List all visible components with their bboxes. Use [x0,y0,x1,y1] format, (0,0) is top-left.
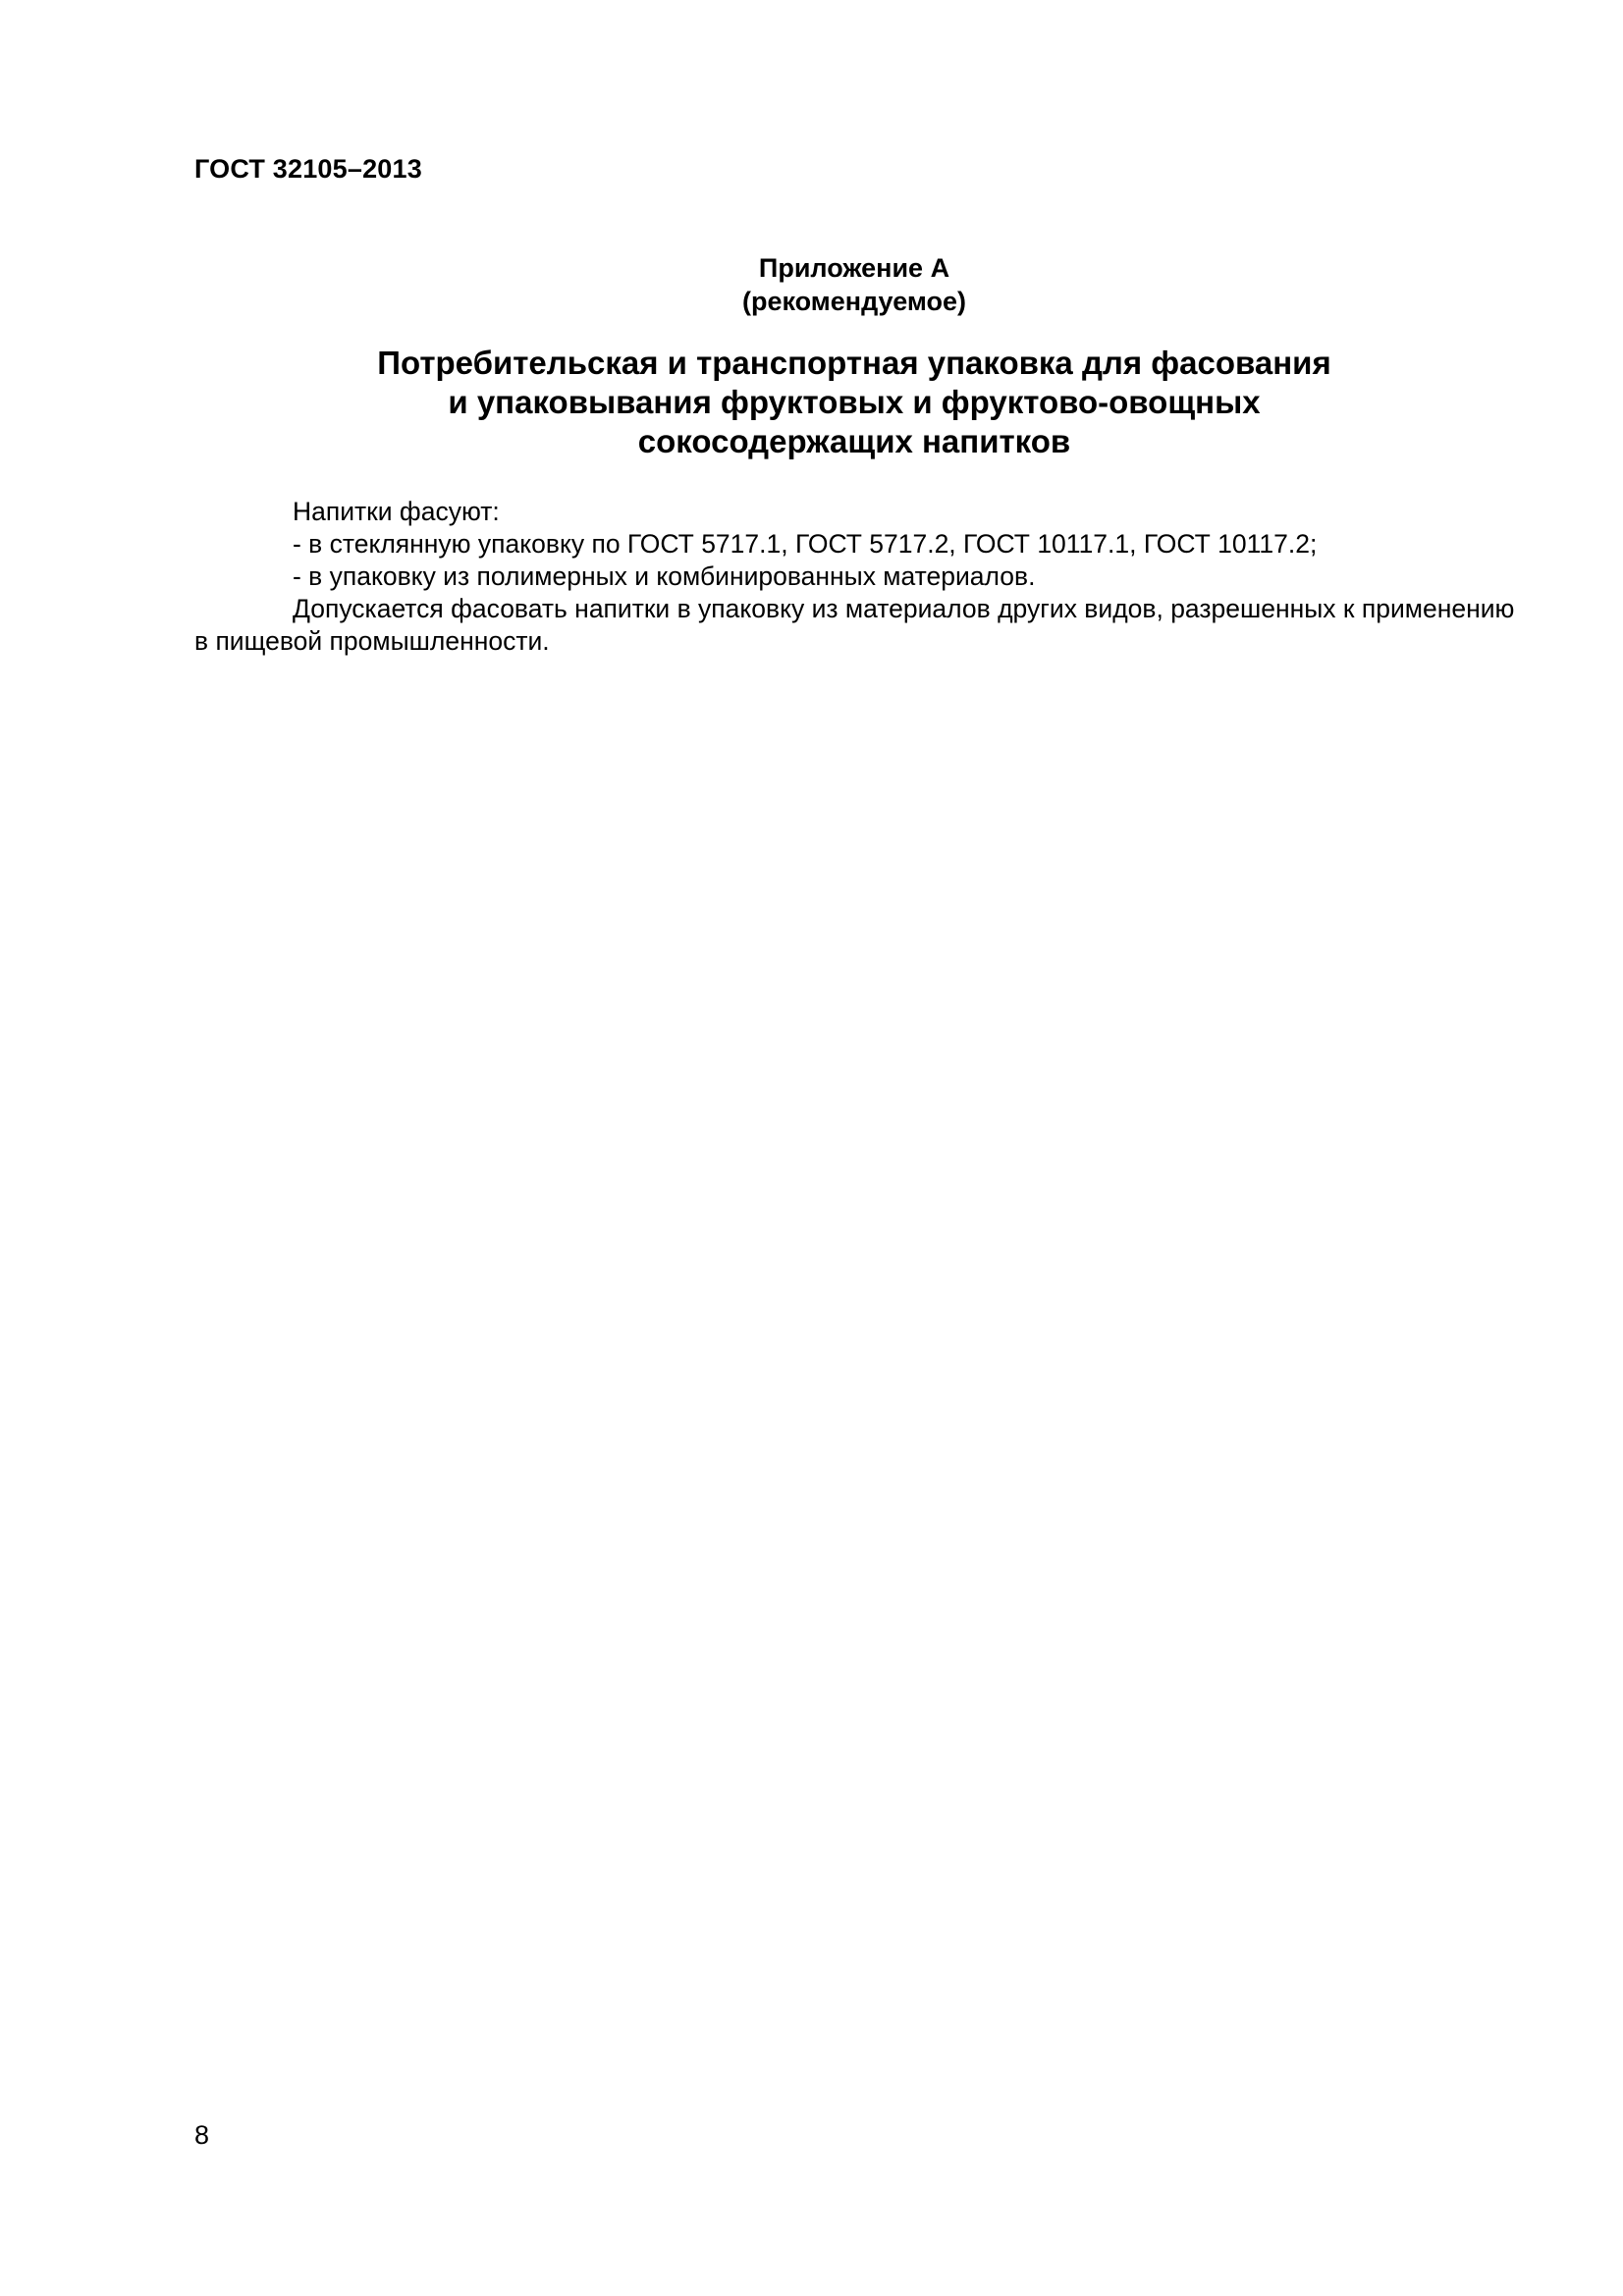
title-line-3: сокосодержащих напитков [637,423,1071,459]
section-title [0,344,1623,461]
annex-status: (рекомендуемое) [742,287,966,316]
list-item-polymer: - в упаковку из полимерных и комбинированных материалов. [293,561,1036,591]
standard-code: ГОСТ 32105–2013 [194,154,422,184]
annex-heading [0,251,1623,318]
annex-label: Приложение А [758,253,950,283]
paragraph-allowance: Допускается фасовать напитки в упаковку из материалов других видов, разрешенных к применению в пищевой промышленности. [194,594,1515,656]
paragraph-intro: Напитки фасуют: [293,497,500,526]
body-text [194,496,1522,658]
title-line-1: Потребительская и транспортная упаковка для фасования [377,345,1331,381]
title-line-2: и упаковывания фруктовых и фруктово-овощных [448,384,1261,420]
page-number: 8 [194,2120,210,2150]
list-item-glass: - в стеклянную упаковку по ГОСТ 5717.1, ГОСТ 5717.2, ГОСТ 10117.1, ГОСТ 10117.2; [293,529,1318,559]
